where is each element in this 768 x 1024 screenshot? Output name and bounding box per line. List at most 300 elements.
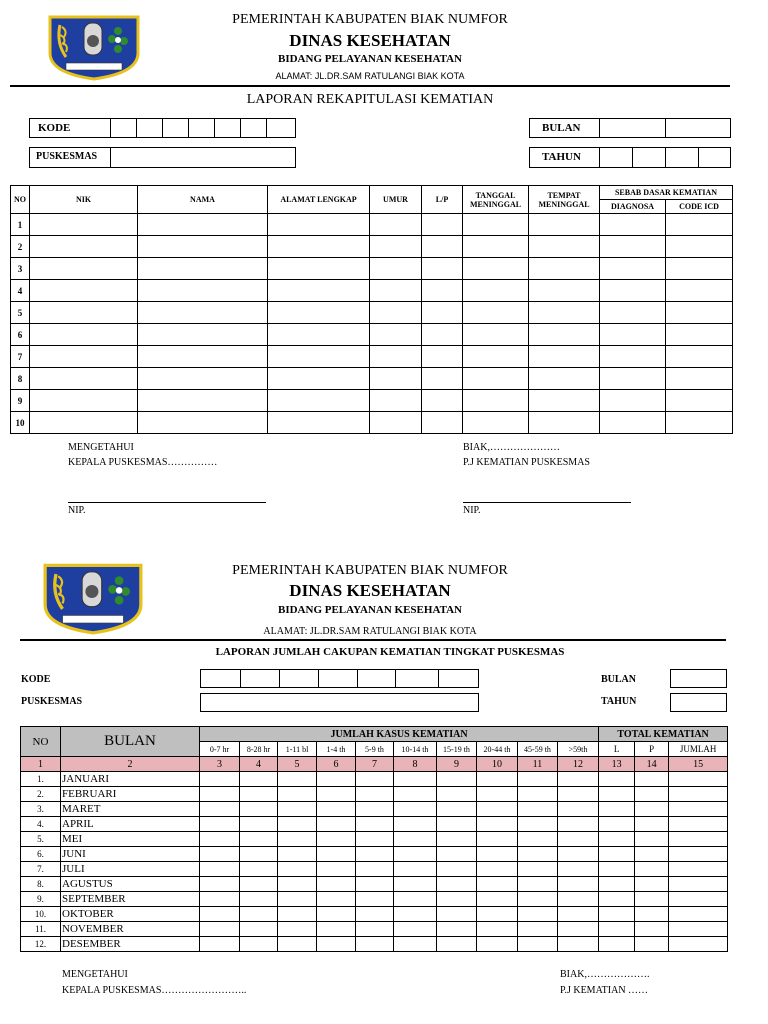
table-cell[interactable] xyxy=(370,346,422,368)
column-index: 9 xyxy=(437,757,477,772)
count-cell[interactable] xyxy=(317,832,356,847)
bulan-field-2[interactable] xyxy=(670,669,727,688)
count-cell[interactable] xyxy=(518,922,558,937)
count-cell[interactable] xyxy=(669,907,728,922)
table-cell[interactable] xyxy=(30,368,138,390)
count-cell[interactable] xyxy=(278,877,317,892)
table-row xyxy=(11,390,733,412)
table-cell[interactable] xyxy=(666,302,733,324)
table-cell[interactable] xyxy=(666,324,733,346)
count-cell[interactable] xyxy=(599,832,635,847)
count-cell[interactable] xyxy=(669,802,728,817)
table-cell[interactable] xyxy=(529,412,600,434)
count-cell[interactable] xyxy=(356,847,394,862)
count-cell[interactable] xyxy=(437,847,477,862)
count-cell[interactable] xyxy=(356,802,394,817)
table-cell[interactable] xyxy=(370,390,422,412)
count-cell[interactable] xyxy=(477,787,518,802)
tahun-cell-3[interactable] xyxy=(665,147,699,168)
count-cell[interactable] xyxy=(278,832,317,847)
count-cell[interactable] xyxy=(394,877,437,892)
count-cell[interactable] xyxy=(477,862,518,877)
table-cell[interactable] xyxy=(600,324,666,346)
count-cell[interactable] xyxy=(558,802,599,817)
count-cell[interactable] xyxy=(635,817,669,832)
table-cell[interactable] xyxy=(463,346,529,368)
table-cell[interactable] xyxy=(529,346,600,368)
count-cell[interactable] xyxy=(200,877,240,892)
count-cell[interactable] xyxy=(599,847,635,862)
table-cell[interactable] xyxy=(422,258,463,280)
count-cell[interactable] xyxy=(635,907,669,922)
count-cell[interactable] xyxy=(200,847,240,862)
kode-cell-7[interactable] xyxy=(266,118,296,138)
division-name: BIDANG PELAYANAN KESEHATAN xyxy=(278,53,462,65)
count-cell[interactable] xyxy=(599,907,635,922)
table-cell[interactable] xyxy=(463,324,529,346)
count-cell[interactable] xyxy=(394,937,437,952)
count-cell[interactable] xyxy=(240,937,278,952)
tahun-cell-1[interactable] xyxy=(599,147,633,168)
count-cell[interactable] xyxy=(558,847,599,862)
table-cell[interactable] xyxy=(268,390,370,412)
table-cell[interactable] xyxy=(138,324,268,346)
kode2-cell-3[interactable] xyxy=(279,669,319,688)
count-cell[interactable] xyxy=(394,892,437,907)
count-cell[interactable] xyxy=(599,937,635,952)
count-cell[interactable] xyxy=(558,877,599,892)
count-cell[interactable] xyxy=(669,772,728,787)
count-cell[interactable] xyxy=(518,907,558,922)
puskesmas-field-2[interactable] xyxy=(200,693,479,712)
table-cell[interactable] xyxy=(138,302,268,324)
kode-cell-5[interactable] xyxy=(214,118,241,138)
count-cell[interactable] xyxy=(437,907,477,922)
table-cell[interactable] xyxy=(422,390,463,412)
table-cell[interactable] xyxy=(370,302,422,324)
table-cell[interactable] xyxy=(463,236,529,258)
kode2-cell-6[interactable] xyxy=(395,669,439,688)
count-cell[interactable] xyxy=(278,892,317,907)
count-cell[interactable] xyxy=(240,817,278,832)
table-cell[interactable] xyxy=(422,324,463,346)
table-cell[interactable] xyxy=(268,236,370,258)
table-cell[interactable] xyxy=(422,412,463,434)
table-cell[interactable] xyxy=(138,280,268,302)
count-cell[interactable] xyxy=(356,832,394,847)
count-cell[interactable] xyxy=(635,937,669,952)
sig2-left-1: MENGETAHUI xyxy=(62,969,128,980)
table-cell[interactable] xyxy=(370,214,422,236)
count-cell[interactable] xyxy=(599,922,635,937)
count-cell[interactable] xyxy=(599,877,635,892)
count-cell[interactable] xyxy=(317,862,356,877)
table-row xyxy=(11,214,733,236)
count-cell[interactable] xyxy=(635,922,669,937)
count-cell[interactable] xyxy=(599,772,635,787)
count-cell[interactable] xyxy=(437,937,477,952)
table-cell[interactable] xyxy=(370,368,422,390)
count-cell[interactable] xyxy=(477,937,518,952)
kode2-cell-4[interactable] xyxy=(318,669,358,688)
count-cell[interactable] xyxy=(394,862,437,877)
count-cell[interactable] xyxy=(437,802,477,817)
count-cell[interactable] xyxy=(317,907,356,922)
count-cell[interactable] xyxy=(437,817,477,832)
bulan-label: BULAN xyxy=(542,122,581,134)
count-cell[interactable] xyxy=(437,787,477,802)
tahun-cell-2[interactable] xyxy=(632,147,666,168)
table-cell[interactable] xyxy=(30,302,138,324)
count-cell[interactable] xyxy=(477,817,518,832)
count-cell[interactable] xyxy=(317,847,356,862)
table-cell[interactable] xyxy=(529,390,600,412)
count-cell[interactable] xyxy=(394,847,437,862)
col-nik: NIK xyxy=(30,186,138,214)
count-cell[interactable] xyxy=(240,787,278,802)
count-cell[interactable] xyxy=(518,787,558,802)
table-cell[interactable] xyxy=(529,368,600,390)
count-cell[interactable] xyxy=(317,802,356,817)
count-cell[interactable] xyxy=(317,772,356,787)
table-cell[interactable] xyxy=(666,390,733,412)
table-cell[interactable] xyxy=(422,236,463,258)
table-cell[interactable] xyxy=(529,302,600,324)
count-cell[interactable] xyxy=(278,847,317,862)
count-cell[interactable] xyxy=(599,862,635,877)
count-cell[interactable] xyxy=(477,892,518,907)
count-cell[interactable] xyxy=(240,892,278,907)
count-cell[interactable] xyxy=(200,772,240,787)
count-cell[interactable] xyxy=(518,832,558,847)
puskesmas-field[interactable] xyxy=(29,147,296,168)
month-row xyxy=(21,922,728,937)
table-cell[interactable] xyxy=(666,258,733,280)
count-cell[interactable] xyxy=(635,802,669,817)
count-cell[interactable] xyxy=(635,892,669,907)
table-cell[interactable] xyxy=(30,390,138,412)
table-cell[interactable] xyxy=(268,346,370,368)
count-cell[interactable] xyxy=(477,907,518,922)
table-row xyxy=(11,412,733,434)
table-cell[interactable] xyxy=(463,412,529,434)
table-cell[interactable] xyxy=(138,412,268,434)
count-cell[interactable] xyxy=(200,832,240,847)
count-cell[interactable] xyxy=(669,787,728,802)
count-cell[interactable] xyxy=(599,817,635,832)
table-cell[interactable] xyxy=(422,368,463,390)
table-cell[interactable] xyxy=(600,258,666,280)
count-cell[interactable] xyxy=(635,862,669,877)
count-cell[interactable] xyxy=(518,862,558,877)
count-cell[interactable] xyxy=(356,772,394,787)
count-cell[interactable] xyxy=(437,832,477,847)
count-cell[interactable] xyxy=(477,772,518,787)
table-cell[interactable] xyxy=(529,214,600,236)
count-cell[interactable] xyxy=(669,892,728,907)
table-row xyxy=(11,346,733,368)
column-index: 12 xyxy=(558,757,599,772)
count-cell[interactable] xyxy=(558,922,599,937)
month-name: NOVEMBER xyxy=(61,922,200,937)
table-cell[interactable] xyxy=(463,258,529,280)
table-cell[interactable] xyxy=(138,390,268,412)
column-index: 10 xyxy=(477,757,518,772)
count-cell[interactable] xyxy=(437,862,477,877)
count-cell[interactable] xyxy=(669,922,728,937)
count-cell[interactable] xyxy=(477,922,518,937)
month-name: JANUARI xyxy=(61,772,200,787)
count-cell[interactable] xyxy=(200,922,240,937)
count-cell[interactable] xyxy=(356,922,394,937)
table-cell[interactable] xyxy=(138,346,268,368)
count-cell[interactable] xyxy=(669,937,728,952)
table-cell[interactable] xyxy=(422,302,463,324)
count-cell[interactable] xyxy=(394,907,437,922)
kode-cell-1[interactable] xyxy=(110,118,137,138)
tahun-field-2[interactable] xyxy=(670,693,727,712)
count-cell[interactable] xyxy=(278,862,317,877)
table-cell[interactable] xyxy=(370,412,422,434)
count-cell[interactable] xyxy=(558,862,599,877)
count-cell[interactable] xyxy=(635,832,669,847)
count-cell[interactable] xyxy=(356,877,394,892)
count-cell[interactable] xyxy=(558,772,599,787)
count-cell[interactable] xyxy=(477,832,518,847)
count-cell[interactable] xyxy=(356,937,394,952)
count-cell[interactable] xyxy=(518,817,558,832)
kode-label-box xyxy=(29,118,111,138)
table-cell[interactable] xyxy=(529,258,600,280)
table-cell[interactable] xyxy=(30,214,138,236)
table-cell[interactable] xyxy=(268,412,370,434)
table-cell[interactable] xyxy=(268,214,370,236)
table-cell[interactable] xyxy=(268,368,370,390)
kode-cell-4[interactable] xyxy=(188,118,215,138)
table-cell[interactable] xyxy=(600,280,666,302)
count-cell[interactable] xyxy=(240,772,278,787)
count-cell[interactable] xyxy=(669,817,728,832)
count-cell[interactable] xyxy=(317,877,356,892)
count-cell[interactable] xyxy=(669,847,728,862)
table-cell[interactable] xyxy=(422,346,463,368)
table-cell[interactable] xyxy=(529,280,600,302)
count-cell[interactable] xyxy=(317,787,356,802)
count-cell[interactable] xyxy=(240,847,278,862)
table-cell[interactable] xyxy=(268,302,370,324)
count-cell[interactable] xyxy=(200,862,240,877)
kode-cell-6[interactable] xyxy=(240,118,267,138)
count-cell[interactable] xyxy=(200,787,240,802)
col-umur: UMUR xyxy=(370,186,422,214)
count-cell[interactable] xyxy=(200,892,240,907)
count-cell[interactable] xyxy=(635,772,669,787)
count-cell[interactable] xyxy=(669,862,728,877)
table-cell[interactable] xyxy=(370,258,422,280)
count-cell[interactable] xyxy=(278,937,317,952)
count-cell[interactable] xyxy=(599,787,635,802)
count-cell[interactable] xyxy=(356,787,394,802)
kode2-cell-2[interactable] xyxy=(240,669,280,688)
table-cell[interactable] xyxy=(268,258,370,280)
count-cell[interactable] xyxy=(317,817,356,832)
count-cell[interactable] xyxy=(278,817,317,832)
table-cell[interactable] xyxy=(268,324,370,346)
count-cell[interactable] xyxy=(356,862,394,877)
count-cell[interactable] xyxy=(669,832,728,847)
count-cell[interactable] xyxy=(394,832,437,847)
month-row xyxy=(21,832,728,847)
count-cell[interactable] xyxy=(240,832,278,847)
bulan-label-2: BULAN xyxy=(601,674,637,685)
table-cell[interactable] xyxy=(138,368,268,390)
count-cell[interactable] xyxy=(240,907,278,922)
count-cell[interactable] xyxy=(437,922,477,937)
count-cell[interactable] xyxy=(200,907,240,922)
column-index: 2 xyxy=(61,757,200,772)
bulan-cell-1[interactable] xyxy=(599,118,666,138)
count-cell[interactable] xyxy=(518,937,558,952)
count-cell[interactable] xyxy=(394,787,437,802)
table-cell[interactable] xyxy=(529,324,600,346)
table-cell[interactable] xyxy=(463,214,529,236)
table-cell[interactable] xyxy=(600,346,666,368)
count-cell[interactable] xyxy=(437,772,477,787)
table-cell[interactable] xyxy=(30,236,138,258)
count-cell[interactable] xyxy=(356,892,394,907)
count-cell[interactable] xyxy=(278,907,317,922)
count-cell[interactable] xyxy=(635,847,669,862)
kode2-cell-1[interactable] xyxy=(200,669,241,688)
month-row xyxy=(21,772,728,787)
table-cell[interactable] xyxy=(138,214,268,236)
count-cell[interactable] xyxy=(558,937,599,952)
table-cell[interactable] xyxy=(422,214,463,236)
count-cell[interactable] xyxy=(558,892,599,907)
kode2-cell-5[interactable] xyxy=(357,669,396,688)
count-cell[interactable] xyxy=(635,877,669,892)
count-cell[interactable] xyxy=(477,802,518,817)
count-cell[interactable] xyxy=(477,847,518,862)
count-cell[interactable] xyxy=(394,922,437,937)
row-number: 1 xyxy=(11,214,30,236)
table-cell[interactable] xyxy=(30,346,138,368)
puskesmas-label: PUSKESMAS xyxy=(36,151,98,162)
count-cell[interactable] xyxy=(317,937,356,952)
count-cell[interactable] xyxy=(356,907,394,922)
count-cell[interactable] xyxy=(200,937,240,952)
count-cell[interactable] xyxy=(518,847,558,862)
count-cell[interactable] xyxy=(278,772,317,787)
kode-cell-2[interactable] xyxy=(136,118,163,138)
table-cell[interactable] xyxy=(268,280,370,302)
count-cell[interactable] xyxy=(558,832,599,847)
table-cell[interactable] xyxy=(600,302,666,324)
table-cell[interactable] xyxy=(666,412,733,434)
table-cell[interactable] xyxy=(463,368,529,390)
month-number: 9. xyxy=(21,892,61,907)
count-cell[interactable] xyxy=(518,892,558,907)
count-cell[interactable] xyxy=(356,817,394,832)
count-cell[interactable] xyxy=(240,922,278,937)
table-cell[interactable] xyxy=(600,368,666,390)
count-cell[interactable] xyxy=(558,907,599,922)
table-cell[interactable] xyxy=(463,280,529,302)
count-cell[interactable] xyxy=(599,802,635,817)
table-cell[interactable] xyxy=(138,236,268,258)
count-cell[interactable] xyxy=(518,772,558,787)
table-cell[interactable] xyxy=(600,390,666,412)
table-cell[interactable] xyxy=(30,412,138,434)
table-cell[interactable] xyxy=(600,412,666,434)
count-cell[interactable] xyxy=(278,922,317,937)
table-cell[interactable] xyxy=(138,258,268,280)
count-cell[interactable] xyxy=(240,802,278,817)
row-number: 3 xyxy=(11,258,30,280)
tahun-cell-4[interactable] xyxy=(698,147,731,168)
count-cell[interactable] xyxy=(518,877,558,892)
table-cell[interactable] xyxy=(422,280,463,302)
count-cell[interactable] xyxy=(317,922,356,937)
count-cell[interactable] xyxy=(635,787,669,802)
month-number: 4. xyxy=(21,817,61,832)
count-cell[interactable] xyxy=(394,772,437,787)
table-cell[interactable] xyxy=(666,280,733,302)
count-cell[interactable] xyxy=(437,877,477,892)
count-cell[interactable] xyxy=(317,892,356,907)
count-cell[interactable] xyxy=(599,892,635,907)
table-cell[interactable] xyxy=(463,302,529,324)
table-cell[interactable] xyxy=(370,280,422,302)
count-cell[interactable] xyxy=(240,862,278,877)
count-cell[interactable] xyxy=(394,802,437,817)
count-cell[interactable] xyxy=(518,802,558,817)
table-cell[interactable] xyxy=(666,236,733,258)
table-cell[interactable] xyxy=(370,324,422,346)
table-row xyxy=(11,324,733,346)
table-cell[interactable] xyxy=(666,346,733,368)
count-cell[interactable] xyxy=(200,817,240,832)
table-cell[interactable] xyxy=(666,214,733,236)
table-cell[interactable] xyxy=(370,236,422,258)
count-cell[interactable] xyxy=(240,877,278,892)
sig2-right-2: P.J KEMATIAN …… xyxy=(560,985,649,996)
sig-left-line xyxy=(68,502,266,503)
count-cell[interactable] xyxy=(278,802,317,817)
table-cell[interactable] xyxy=(529,236,600,258)
col-no: NO xyxy=(11,186,30,214)
kode-cell-3[interactable] xyxy=(162,118,189,138)
count-cell[interactable] xyxy=(558,817,599,832)
count-cell[interactable] xyxy=(437,892,477,907)
count-cell[interactable] xyxy=(558,787,599,802)
table-cell[interactable] xyxy=(30,324,138,346)
count-cell[interactable] xyxy=(394,817,437,832)
table-cell[interactable] xyxy=(30,258,138,280)
table-cell[interactable] xyxy=(600,236,666,258)
kode2-cell-7[interactable] xyxy=(438,669,479,688)
table-cell[interactable] xyxy=(666,368,733,390)
table-cell[interactable] xyxy=(463,390,529,412)
table-cell[interactable] xyxy=(30,280,138,302)
count-cell[interactable] xyxy=(278,787,317,802)
count-cell[interactable] xyxy=(200,802,240,817)
count-cell[interactable] xyxy=(477,877,518,892)
col-tempat: TEMPAT MENINGGAL xyxy=(529,186,600,214)
bulan-cell-2[interactable] xyxy=(665,118,731,138)
table-cell[interactable] xyxy=(600,214,666,236)
count-cell[interactable] xyxy=(669,877,728,892)
